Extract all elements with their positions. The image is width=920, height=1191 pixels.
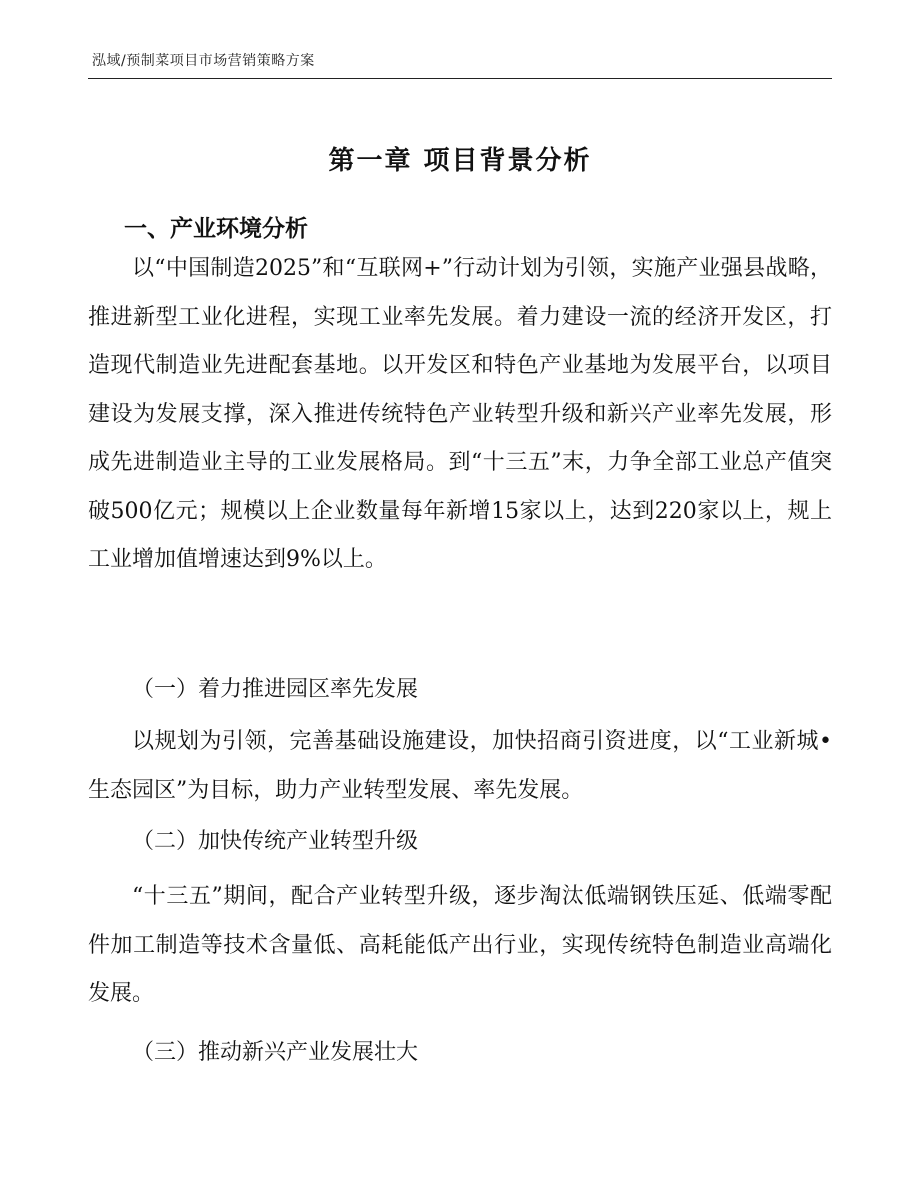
section-title: 一、产业环境分析 [124, 216, 308, 242]
paragraph-industry-environment: 以“中国制造2025”和“互联网+”行动计划为引领，实施产业强县战略，推进新型工业化进程，实现工业率先发展。着力建设一流的经济开发区，打造现代制造业先进配套基地。以开发区和特色产业基地为发展平台，以项目建设为发展支撑，深入推进传统特色产业转型升级和新兴产业率先发展，形成先进制造业主导的工业发展格局。到“十三五”末，力争全部工业总产值突破500亿元；规模以上企业数量每年新增15家以上，达到220家以上，规上工业增加值增速达到9%以上。 [88, 256, 832, 572]
subsection-title-1: （一）着力推进园区率先发展 [132, 677, 419, 702]
paragraph-traditional-upgrade: “十三五”期间，配合产业转型升级，逐步淘汰低端钢铁压延、低端零配件加工制造等技术含量低、高耗能低产出行业，实现传统特色制造业高端化发展。 [88, 884, 832, 1006]
chapter-title: 第一章 项目背景分析 [328, 146, 592, 176]
header-rule [88, 78, 832, 79]
subsection-title-3: （三）推动新兴产业发展壮大 [132, 1040, 419, 1065]
paragraph-park-development: 以规划为引领，完善基础设施建设，加快招商引资进度，以“工业新城•生态园区”为目标，助力产业转型发展、率先发展。 [88, 729, 832, 803]
running-header: 泓域/预制菜项目市场营销策略方案 [92, 53, 315, 69]
subsection-title-2: （二）加快传统产业转型升级 [132, 829, 419, 854]
